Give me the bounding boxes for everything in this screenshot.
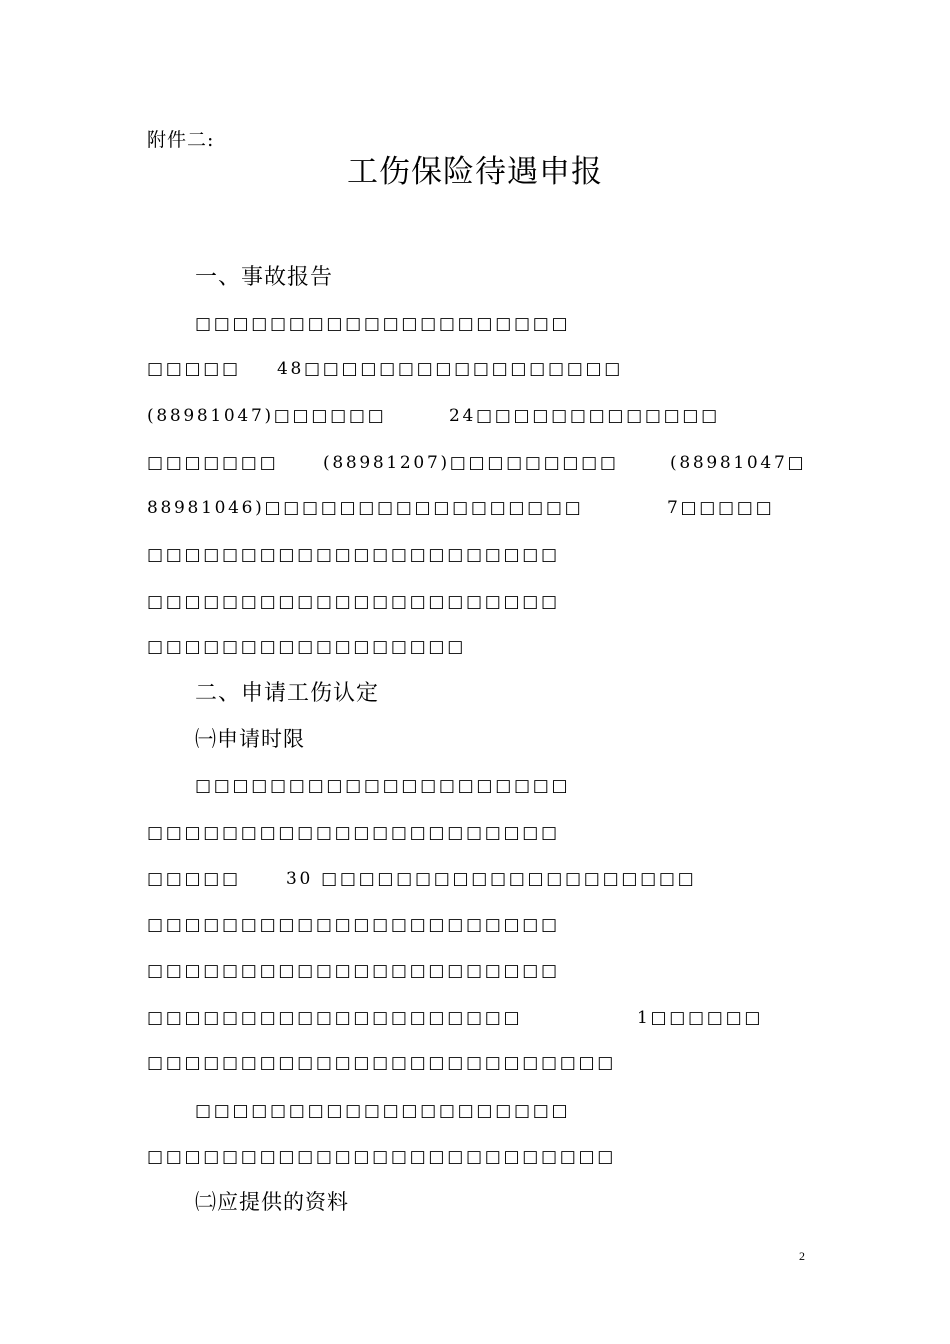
section2-line-6a: □□□□□□□□□□□□□□□□□□□□ [147, 1008, 523, 1028]
section2-sub2-heading: ㈡应提供的资料 [195, 1190, 349, 1214]
section1-line-6: □□□□□□□□□□□□□□□□□□□□□□ [147, 545, 560, 565]
section2-line-9: □□□□□□□□□□□□□□□□□□□□□□□□□ [147, 1147, 617, 1167]
section1-line-5b: 7□□□□□ [667, 498, 775, 518]
section2-line-2: □□□□□□□□□□□□□□□□□□□□□□ [147, 823, 560, 843]
section1-line-3b: 24□□□□□□□□□□□□□ [449, 406, 720, 426]
section2-sub1-heading: ㈠申请时限 [195, 727, 305, 751]
section2-heading: 二、申请工伤认定 [195, 681, 380, 706]
section1-line-7: □□□□□□□□□□□□□□□□□□□□□□ [147, 592, 560, 612]
section1-line-1: □□□□□□□□□□□□□□□□□□□□ [195, 314, 571, 334]
section2-line-4: □□□□□□□□□□□□□□□□□□□□□□ [147, 915, 560, 935]
section1-line-4a: □□□□□□□ [147, 453, 279, 473]
section2-line-7: □□□□□□□□□□□□□□□□□□□□□□□□□ [147, 1053, 617, 1073]
attachment-label: 附件二: [147, 129, 215, 151]
section1-heading: 一、事故报告 [195, 265, 334, 290]
section2-line-3b: 30 □□□□□□□□□□□□□□□□□□□□ [286, 869, 697, 889]
section1-line-2b: 48□□□□□□□□□□□□□□□□□ [277, 359, 623, 379]
section1-line-4c: (88981047□ [670, 453, 807, 473]
page-number: 2 [799, 1249, 805, 1263]
section2-line-3a: □□□□□ [147, 869, 241, 889]
section2-line-5: □□□□□□□□□□□□□□□□□□□□□□ [147, 961, 560, 981]
page-title: 工伤保险待遇申报 [347, 154, 603, 190]
section1-line-5a: 88981046)□□□□□□□□□□□□□□□□□ [147, 498, 584, 518]
section1-line-2a: □□□□□ [147, 359, 241, 379]
section2-line-8: □□□□□□□□□□□□□□□□□□□□ [195, 1101, 571, 1121]
section2-line-6b: 1□□□□□□ [637, 1008, 764, 1028]
section1-line-4b: (88981207)□□□□□□□□□ [323, 453, 619, 473]
section2-line-1: □□□□□□□□□□□□□□□□□□□□ [195, 776, 571, 796]
section1-line-8: □□□□□□□□□□□□□□□□□ [147, 637, 466, 657]
section1-line-3a: (88981047)□□□□□□ [147, 406, 387, 426]
